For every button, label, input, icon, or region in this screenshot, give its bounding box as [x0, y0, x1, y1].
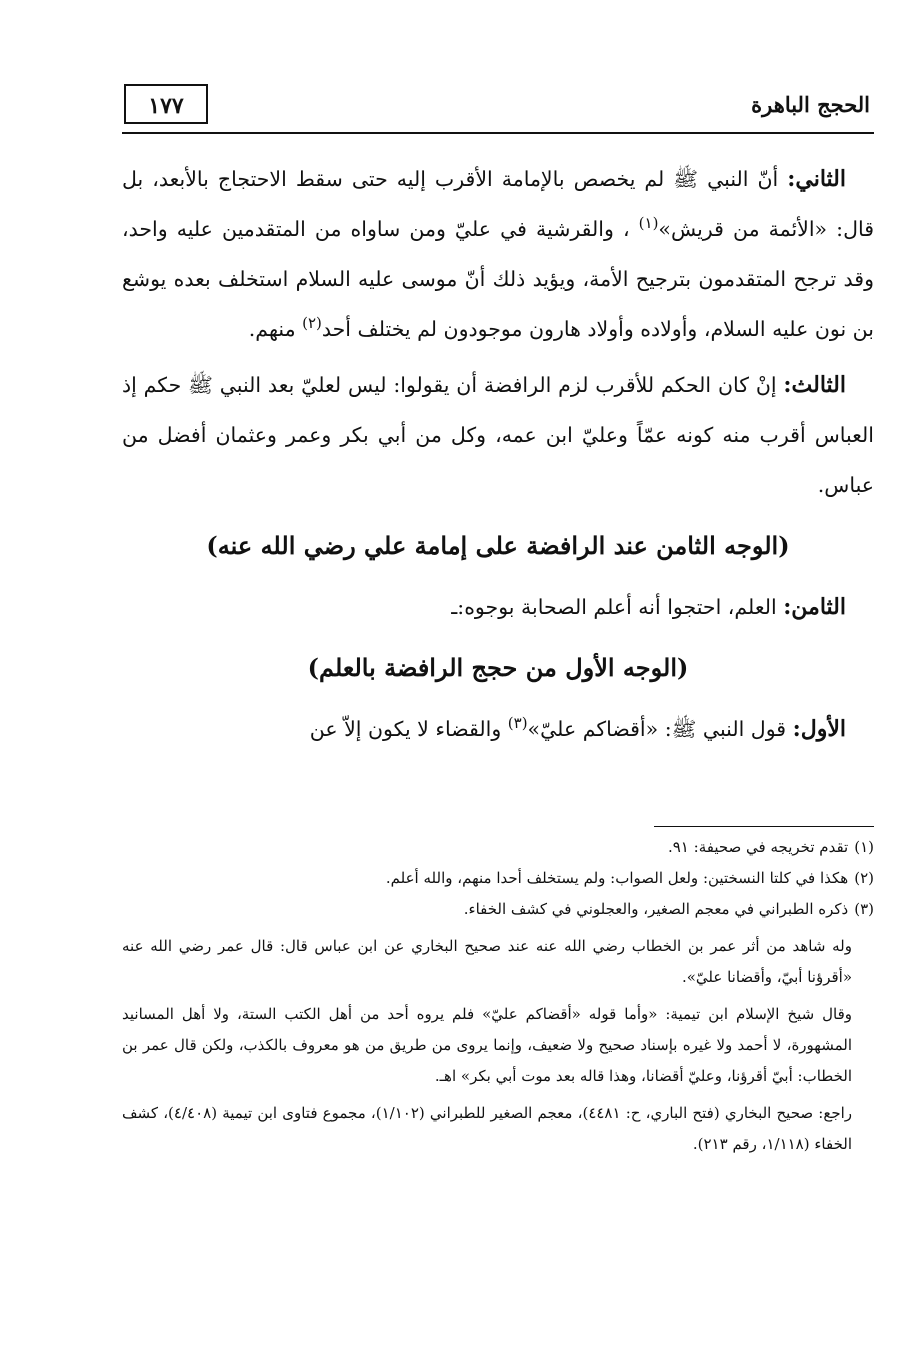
running-title: الحجج الباهرة	[751, 92, 870, 117]
paragraph-text: قول النبي ﷺ: «أقضاكم عليّ»	[527, 717, 793, 741]
footnote-separator	[654, 826, 874, 827]
footnote-text: ذكره الطبراني في معجم الصغير، والعجلوني في كشف الخفاء.	[463, 900, 849, 918]
footnote-3-paragraph: وله شاهد من أثر عمر بن الخطاب رضي الله عنه عند صحيح البخاري عن ابن عباس قال: قال عمر رضي الله عنه «أقرؤنا أبيّ، وأقضانا عليّ».	[122, 937, 852, 986]
footnote-marker: (٢)	[302, 314, 322, 333]
footnote-text: تقدم تخريجه في صحيفة: ٩١.	[667, 838, 849, 856]
footnote-marker: (٣)	[507, 714, 528, 733]
footnote-1	[122, 832, 874, 863]
paragraph-text: منهم.	[248, 317, 303, 341]
paragraph-first	[122, 704, 874, 754]
paragraph-text: العلم، احتجوا أنه أعلم الصحابة بوجوه:ـ	[451, 595, 784, 619]
footnote-number: (٣)	[854, 900, 874, 918]
footnotes	[122, 832, 874, 1160]
footnote-text: هكذا في كلتا النسختين: ولعل الصواب: ولم يستخلف أحدا منهم، والله أعلم.	[385, 869, 849, 887]
page-header	[122, 70, 874, 134]
paragraph-lead: الثالث:	[783, 372, 846, 398]
paragraph-eighth	[122, 582, 874, 632]
paragraph-text: أنّ النبي ﷺ لم يخصص بالإمامة الأقرب إليه حتى سقط الاحتجاج بالأبعد، بل قال: «الأئمة من قريش»	[122, 167, 875, 241]
footnote-number: (١)	[854, 838, 874, 856]
paragraph-lead: الثاني:	[787, 166, 846, 192]
section-heading: (الوجه الأول من حجج الرافضة بالعلم)	[307, 653, 689, 682]
footnote-2	[122, 863, 874, 894]
footnote-3-paragraph: وقال شيخ الإسلام ابن تيمية: «وأما قوله «أقضاكم عليّ» فلم يروه أحد من أهل الكتب الستة، ولا أهل المسانيد المشهورة، لا أحمد ولا غيره بإسناد صحيح ولا ضعيف، وإنما يروى من طريق من هو معروف بالكذب، ولكن قال عمر بن الخطاب: أبيّ أقرؤنا، وعليّ أقضانا، وهذا قاله بعد موت أبي بكر» اهـ.	[122, 1005, 852, 1085]
main-text	[122, 154, 874, 754]
paragraph-lead: الثامن:	[783, 594, 846, 620]
paragraph-second	[122, 154, 874, 354]
footnote-marker: (١)	[638, 214, 659, 233]
page-number: ١٧٧	[124, 84, 208, 124]
paragraph-third	[122, 360, 874, 510]
footnote-3-paragraph: راجع: صحيح البخاري (فتح الباري، ح: ٤٤٨١)، معجم الصغير للطبراني (١/١٠٢)، مجموع فتاوى ابن تيمية (٤/٤٠٨)، كشف الخفاء (١/١١٨، رقم ٢١٣).	[122, 1104, 853, 1153]
paragraph-text: ، والقرشية في عليّ ومن ساواه من المتقدمين عليه واحد، وقد ترجح المتقدمون بترجيح الأمة، ويؤيد ذلك أنّ موسى عليه السلام استخلف بعده يوشع بن نون عليه السلام، وأولاده وأولاد هارون موجودون لم يختلف أحد	[122, 217, 874, 341]
footnote-number: (٢)	[854, 869, 874, 887]
footnote-3	[122, 894, 874, 925]
section-heading: (الوجه الثامن عند الرافضة على إمامة علي رضي الله عنه)	[206, 531, 790, 560]
paragraph-text: والقضاء لا يكون إلاّ عن	[309, 717, 508, 741]
paragraph-lead: الأول:	[792, 716, 846, 742]
page	[122, 70, 874, 754]
paragraph-text: إنْ كان الحكم للأقرب لزم الرافضة أن يقولوا: ليس لعليّ بعد النبي ﷺ حكم إذ العباس أقرب منه كونه عمّاً وعليّ ابن عمه، وكل من أبي بكر وعمر وعثمان أفضل من عباس.	[122, 373, 874, 497]
